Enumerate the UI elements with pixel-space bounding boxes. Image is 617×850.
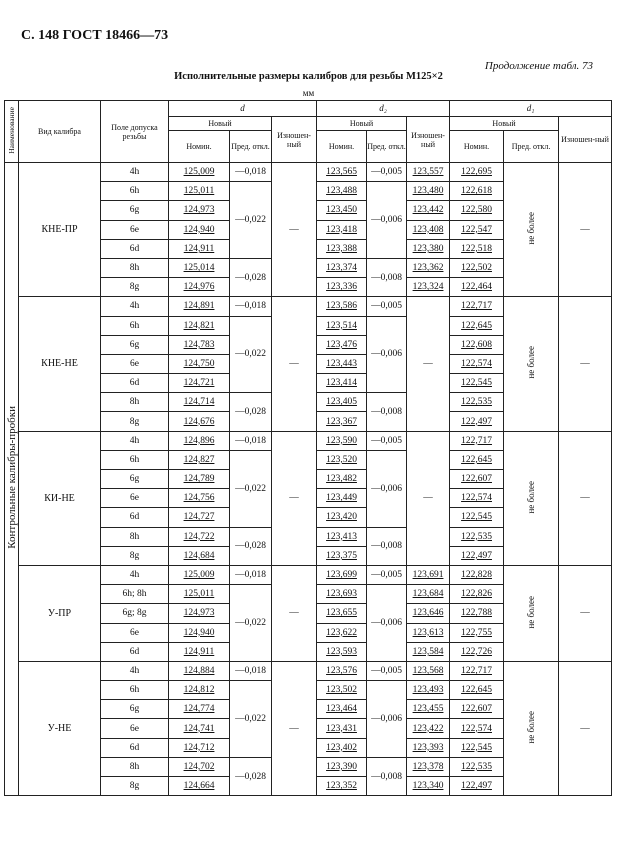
d2-worn: 123,380 bbox=[407, 239, 450, 258]
tolerance-field: 6h bbox=[101, 681, 169, 700]
d1-nominal: 122,608 bbox=[450, 335, 504, 354]
col-name: Наименование bbox=[5, 101, 19, 163]
d1-worn: — bbox=[559, 661, 612, 795]
not-more-label: не более bbox=[526, 710, 537, 744]
tolerance-field: 6g bbox=[101, 201, 169, 220]
d-deviation: —0,018 bbox=[230, 431, 272, 450]
tolerance-field: 8h bbox=[101, 258, 169, 277]
d1-nominal: 122,645 bbox=[450, 450, 504, 469]
tolerance-field: 6h; 8h bbox=[101, 585, 169, 604]
d2-deviation: —0,006 bbox=[367, 316, 407, 393]
d1-worn: — bbox=[559, 297, 612, 431]
tolerance-field: 6d bbox=[101, 738, 169, 757]
not-more-label: не более bbox=[526, 211, 537, 245]
tolerance-field: 6e bbox=[101, 354, 169, 373]
d1-nominal: 122,464 bbox=[450, 278, 504, 297]
tolerance-field: 6e bbox=[101, 489, 169, 508]
not-more-label: не более bbox=[526, 595, 537, 629]
d2-deviation: —0,006 bbox=[367, 450, 407, 527]
d2-deviation: —0,005 bbox=[367, 661, 407, 680]
table-row bbox=[5, 431, 612, 450]
tolerance-field: 4h bbox=[101, 431, 169, 450]
d1-nominal: 122,518 bbox=[450, 239, 504, 258]
d2-deviation: —0,008 bbox=[367, 527, 407, 565]
d-worn: — bbox=[272, 163, 317, 297]
tolerance-field: 8h bbox=[101, 527, 169, 546]
d1-nominal: 122,545 bbox=[450, 738, 504, 757]
col-d2-worn: Изношен-ный bbox=[407, 117, 450, 163]
d1-deviation bbox=[504, 661, 559, 795]
table-row bbox=[5, 661, 612, 680]
tolerance-field: 4h bbox=[101, 565, 169, 584]
d2-nominal: 123,443 bbox=[317, 354, 367, 373]
d-nominal: 124,911 bbox=[169, 239, 230, 258]
gauge-kind: КНЕ-НЕ bbox=[19, 297, 101, 431]
d2-worn: 123,455 bbox=[407, 700, 450, 719]
tolerance-field: 6d bbox=[101, 239, 169, 258]
d1-nominal: 122,574 bbox=[450, 719, 504, 738]
d2-nominal: 123,586 bbox=[317, 297, 367, 316]
gauge-kind: У-НЕ bbox=[19, 661, 101, 795]
d2-worn: — bbox=[407, 297, 450, 431]
d-nominal: 125,014 bbox=[169, 258, 230, 277]
d2-nominal: 123,449 bbox=[317, 489, 367, 508]
d2-nominal: 123,520 bbox=[317, 450, 367, 469]
d-nominal: 124,664 bbox=[169, 777, 230, 796]
d1-nominal: 122,574 bbox=[450, 489, 504, 508]
d1-nominal: 122,695 bbox=[450, 163, 504, 182]
d2-nominal: 123,388 bbox=[317, 239, 367, 258]
d-nominal: 125,009 bbox=[169, 163, 230, 182]
d-worn: — bbox=[272, 297, 317, 431]
d1-nominal: 122,574 bbox=[450, 354, 504, 373]
d1-nominal: 122,545 bbox=[450, 508, 504, 527]
d-nominal: 124,702 bbox=[169, 757, 230, 776]
d1-deviation bbox=[504, 297, 559, 431]
col-d-nom: Номин. bbox=[169, 131, 230, 163]
d1-nominal: 122,645 bbox=[450, 316, 504, 335]
d2-nominal: 123,390 bbox=[317, 757, 367, 776]
d-nominal: 124,714 bbox=[169, 393, 230, 412]
d-nominal: 125,011 bbox=[169, 585, 230, 604]
d2-deviation: —0,005 bbox=[367, 297, 407, 316]
d-deviation: —0,018 bbox=[230, 661, 272, 680]
d2-nominal: 123,414 bbox=[317, 374, 367, 393]
tolerance-field: 6d bbox=[101, 508, 169, 527]
d1-nominal: 122,717 bbox=[450, 661, 504, 680]
d1-nominal: 122,645 bbox=[450, 681, 504, 700]
d2-nominal: 123,450 bbox=[317, 201, 367, 220]
d2-worn: 123,493 bbox=[407, 681, 450, 700]
d2-worn: — bbox=[407, 431, 450, 565]
d1-nominal: 122,535 bbox=[450, 757, 504, 776]
gauge-kind: КНЕ-ПР bbox=[19, 163, 101, 297]
d-nominal: 124,812 bbox=[169, 681, 230, 700]
d1-nominal: 122,497 bbox=[450, 546, 504, 565]
d-deviation: —0,022 bbox=[230, 182, 272, 259]
col-d2-dev: Пред. откл. bbox=[367, 131, 407, 163]
d-deviation: —0,018 bbox=[230, 163, 272, 182]
d-nominal: 124,976 bbox=[169, 278, 230, 297]
d1-nominal: 122,826 bbox=[450, 585, 504, 604]
d-nominal: 124,896 bbox=[169, 431, 230, 450]
d1-worn: — bbox=[559, 431, 612, 565]
d-deviation: —0,018 bbox=[230, 297, 272, 316]
dimensions-table bbox=[4, 100, 612, 796]
d2-worn: 123,378 bbox=[407, 757, 450, 776]
d2-worn: 123,684 bbox=[407, 585, 450, 604]
tolerance-field: 4h bbox=[101, 163, 169, 182]
d1-worn: — bbox=[559, 163, 612, 297]
d-worn: — bbox=[272, 661, 317, 795]
col-d1-worn: Изношен-ный bbox=[559, 117, 612, 163]
d2-nominal: 123,413 bbox=[317, 527, 367, 546]
not-more-label: не более bbox=[526, 346, 537, 379]
d2-nominal: 123,420 bbox=[317, 508, 367, 527]
d-nominal: 124,911 bbox=[169, 642, 230, 661]
d2-nominal: 123,464 bbox=[317, 700, 367, 719]
d-nominal: 124,821 bbox=[169, 316, 230, 335]
tolerance-field: 6h bbox=[101, 316, 169, 335]
d-nominal: 124,722 bbox=[169, 527, 230, 546]
col-d-dev: Пред. откл. bbox=[230, 131, 272, 163]
tolerance-field: 6e bbox=[101, 719, 169, 738]
d2-worn: 123,408 bbox=[407, 220, 450, 239]
d1-nominal: 122,547 bbox=[450, 220, 504, 239]
col-d1-nom: Номин. bbox=[450, 131, 504, 163]
col-d: d bbox=[169, 101, 317, 117]
table-row bbox=[5, 297, 612, 316]
tolerance-field: 8g bbox=[101, 278, 169, 297]
gauge-kind: У-ПР bbox=[19, 565, 101, 661]
d2-worn: 123,568 bbox=[407, 661, 450, 680]
d2-nominal: 123,693 bbox=[317, 585, 367, 604]
d2-nominal: 123,576 bbox=[317, 661, 367, 680]
d2-worn: 123,422 bbox=[407, 719, 450, 738]
d-nominal: 125,009 bbox=[169, 565, 230, 584]
col-d1-dev: Пред. откл. bbox=[504, 131, 559, 163]
group-name-cell bbox=[5, 163, 19, 796]
d2-nominal: 123,375 bbox=[317, 546, 367, 565]
d-deviation: —0,022 bbox=[230, 585, 272, 662]
tolerance-field: 8g bbox=[101, 546, 169, 565]
d1-nominal: 122,828 bbox=[450, 565, 504, 584]
col-d2: d₂ bbox=[317, 101, 450, 117]
d2-nominal: 123,402 bbox=[317, 738, 367, 757]
d-nominal: 124,891 bbox=[169, 297, 230, 316]
d2-deviation: —0,006 bbox=[367, 182, 407, 259]
d1-nominal: 122,497 bbox=[450, 777, 504, 796]
d1-nominal: 122,580 bbox=[450, 201, 504, 220]
tolerance-field: 6g bbox=[101, 700, 169, 719]
tolerance-field: 6d bbox=[101, 374, 169, 393]
tolerance-field: 8h bbox=[101, 757, 169, 776]
d1-deviation bbox=[504, 565, 559, 661]
d1-nominal: 122,788 bbox=[450, 604, 504, 623]
d2-worn: 123,442 bbox=[407, 201, 450, 220]
d-nominal: 124,973 bbox=[169, 604, 230, 623]
d-nominal: 124,973 bbox=[169, 201, 230, 220]
group-label: Контрольные калибры-пробки bbox=[5, 406, 18, 549]
d-deviation: —0,028 bbox=[230, 258, 272, 296]
tolerance-field: 8h bbox=[101, 393, 169, 412]
d-nominal: 124,721 bbox=[169, 374, 230, 393]
tolerance-field: 4h bbox=[101, 297, 169, 316]
d2-worn: 123,362 bbox=[407, 258, 450, 277]
d-nominal: 124,884 bbox=[169, 661, 230, 680]
d2-worn: 123,557 bbox=[407, 163, 450, 182]
d-deviation: —0,018 bbox=[230, 565, 272, 584]
col-d1: d₁ bbox=[450, 101, 612, 117]
tolerance-field: 6e bbox=[101, 220, 169, 239]
tolerance-field: 6e bbox=[101, 623, 169, 642]
d-deviation: —0,028 bbox=[230, 527, 272, 565]
d2-worn: 123,646 bbox=[407, 604, 450, 623]
tolerance-field: 6g bbox=[101, 335, 169, 354]
tolerance-field: 6h bbox=[101, 182, 169, 201]
d2-deviation: —0,005 bbox=[367, 565, 407, 584]
d-nominal: 125,011 bbox=[169, 182, 230, 201]
d2-deviation: —0,006 bbox=[367, 681, 407, 758]
d1-nominal: 122,535 bbox=[450, 393, 504, 412]
d-deviation: —0,022 bbox=[230, 450, 272, 527]
d-nominal: 124,676 bbox=[169, 412, 230, 431]
d2-deviation: —0,008 bbox=[367, 393, 407, 431]
d-nominal: 124,783 bbox=[169, 335, 230, 354]
d-nominal: 124,756 bbox=[169, 489, 230, 508]
d2-nominal: 123,367 bbox=[317, 412, 367, 431]
tolerance-field: 8g bbox=[101, 777, 169, 796]
d-nominal: 124,940 bbox=[169, 623, 230, 642]
d1-nominal: 122,502 bbox=[450, 258, 504, 277]
continuation-note: Продолжение табл. 73 bbox=[484, 60, 593, 72]
d2-nominal: 123,352 bbox=[317, 777, 367, 796]
table-row bbox=[5, 163, 612, 182]
d-nominal: 124,789 bbox=[169, 470, 230, 489]
d2-nominal: 123,565 bbox=[317, 163, 367, 182]
not-more-label: не более bbox=[526, 480, 537, 514]
d-nominal: 124,774 bbox=[169, 700, 230, 719]
table-row bbox=[5, 565, 612, 584]
d2-nominal: 123,431 bbox=[317, 719, 367, 738]
d2-nominal: 123,699 bbox=[317, 565, 367, 584]
d2-nominal: 123,476 bbox=[317, 335, 367, 354]
d-deviation: —0,022 bbox=[230, 681, 272, 758]
page-header: С. 148 ГОСТ 18466—73 bbox=[21, 28, 169, 43]
col-d2-new: Новый bbox=[317, 117, 407, 131]
d1-nominal: 122,545 bbox=[450, 374, 504, 393]
d2-worn: 123,691 bbox=[407, 565, 450, 584]
d-nominal: 124,827 bbox=[169, 450, 230, 469]
d1-worn: — bbox=[559, 565, 612, 661]
col-tolerance: Поле допуска резьбы bbox=[101, 101, 169, 163]
d2-nominal: 123,514 bbox=[317, 316, 367, 335]
d2-nominal: 123,482 bbox=[317, 470, 367, 489]
d1-nominal: 122,607 bbox=[450, 470, 504, 489]
tolerance-field: 6g; 8g bbox=[101, 604, 169, 623]
d1-nominal: 122,535 bbox=[450, 527, 504, 546]
d-nominal: 124,940 bbox=[169, 220, 230, 239]
d2-nominal: 123,374 bbox=[317, 258, 367, 277]
d1-nominal: 122,497 bbox=[450, 412, 504, 431]
d-nominal: 124,750 bbox=[169, 354, 230, 373]
d-worn: — bbox=[272, 565, 317, 661]
d1-deviation bbox=[504, 431, 559, 565]
tolerance-field: 6h bbox=[101, 450, 169, 469]
table-title: Исполнительные размеры калибров для резьбы М125×2 bbox=[174, 71, 443, 82]
d2-nominal: 123,405 bbox=[317, 393, 367, 412]
d2-nominal: 123,488 bbox=[317, 182, 367, 201]
col-kind: Вид калибра bbox=[19, 101, 101, 163]
d2-deviation: —0,008 bbox=[367, 258, 407, 296]
d-nominal: 124,684 bbox=[169, 546, 230, 565]
d2-nominal: 123,502 bbox=[317, 681, 367, 700]
d2-nominal: 123,655 bbox=[317, 604, 367, 623]
col-d-new: Новый bbox=[169, 117, 272, 131]
d2-nominal: 123,590 bbox=[317, 431, 367, 450]
d1-nominal: 122,717 bbox=[450, 297, 504, 316]
d1-nominal: 122,618 bbox=[450, 182, 504, 201]
table-body bbox=[5, 163, 612, 796]
d2-deviation: —0,005 bbox=[367, 163, 407, 182]
col-d-worn: Изношен-ный bbox=[272, 117, 317, 163]
d2-worn: 123,613 bbox=[407, 623, 450, 642]
d-worn: — bbox=[272, 431, 317, 565]
d-deviation: —0,028 bbox=[230, 393, 272, 431]
tolerance-field: 6d bbox=[101, 642, 169, 661]
d1-nominal: 122,726 bbox=[450, 642, 504, 661]
units-label: мм bbox=[302, 88, 315, 98]
d-nominal: 124,741 bbox=[169, 719, 230, 738]
d2-worn: 123,393 bbox=[407, 738, 450, 757]
d2-deviation: —0,006 bbox=[367, 585, 407, 662]
tolerance-field: 8g bbox=[101, 412, 169, 431]
d-nominal: 124,727 bbox=[169, 508, 230, 527]
col-d2-nom: Номин. bbox=[317, 131, 367, 163]
d2-nominal: 123,418 bbox=[317, 220, 367, 239]
tolerance-field: 4h bbox=[101, 661, 169, 680]
d2-nominal: 123,622 bbox=[317, 623, 367, 642]
tolerance-field: 6g bbox=[101, 470, 169, 489]
d2-worn: 123,584 bbox=[407, 642, 450, 661]
d1-deviation bbox=[504, 163, 559, 297]
d2-nominal: 123,336 bbox=[317, 278, 367, 297]
d1-nominal: 122,755 bbox=[450, 623, 504, 642]
d2-deviation: —0,005 bbox=[367, 431, 407, 450]
d-deviation: —0,022 bbox=[230, 316, 272, 393]
d2-worn: 123,340 bbox=[407, 777, 450, 796]
d2-worn: 123,480 bbox=[407, 182, 450, 201]
d-deviation: —0,028 bbox=[230, 757, 272, 795]
d-nominal: 124,712 bbox=[169, 738, 230, 757]
d2-worn: 123,324 bbox=[407, 278, 450, 297]
d1-nominal: 122,717 bbox=[450, 431, 504, 450]
d2-nominal: 123,593 bbox=[317, 642, 367, 661]
col-d1-new: Новый bbox=[450, 117, 559, 131]
d2-deviation: —0,008 bbox=[367, 757, 407, 795]
d1-nominal: 122,607 bbox=[450, 700, 504, 719]
gauge-kind: КИ-НЕ bbox=[19, 431, 101, 565]
